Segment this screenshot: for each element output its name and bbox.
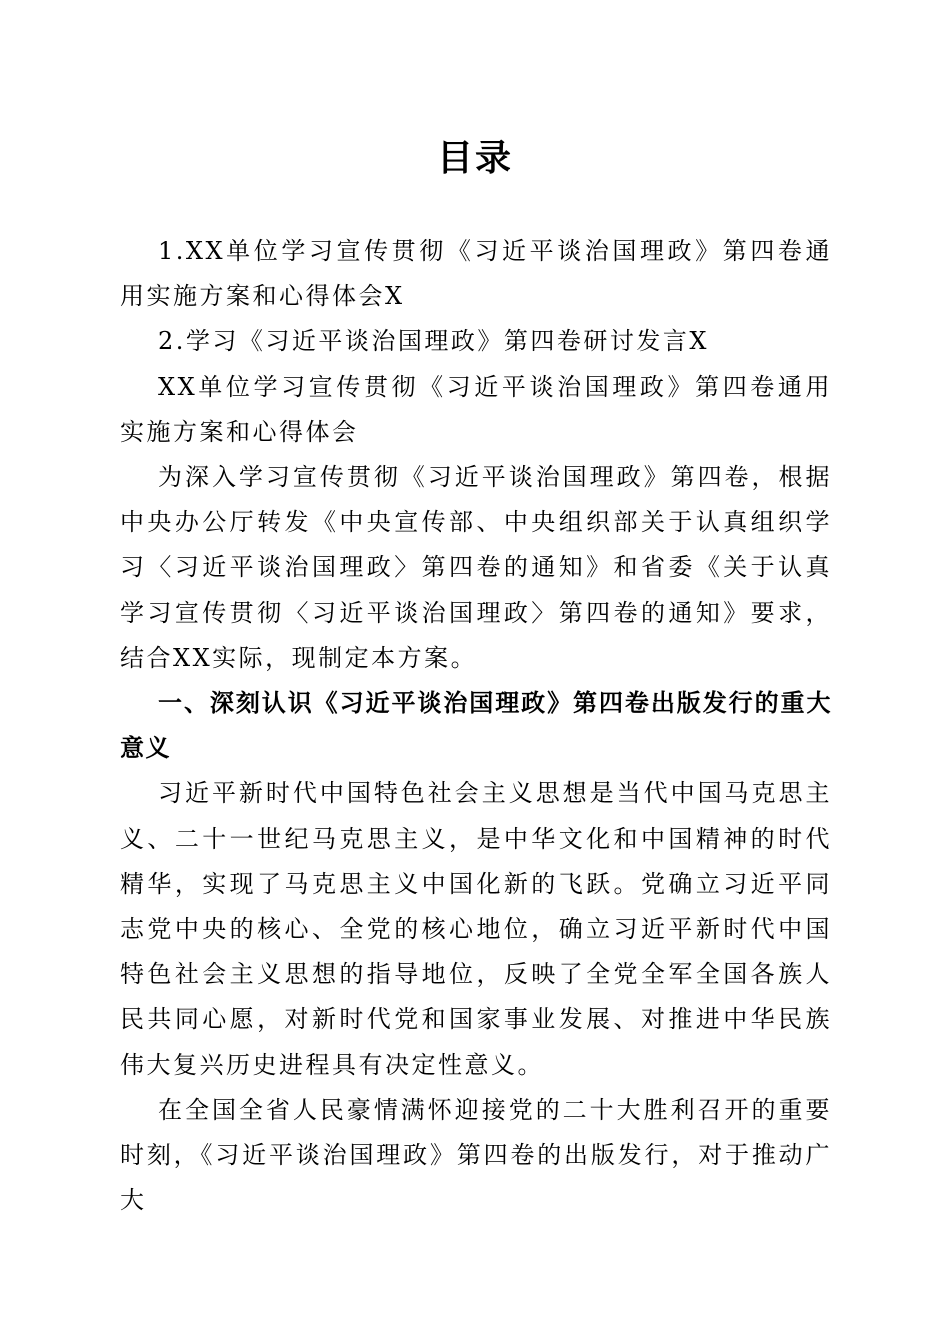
toc-item-1[interactable]: 1.XX单位学习宣传贯彻《习近平谈治国理政》第四卷通用实施方案和心得体会X (120, 237, 832, 311)
document-title-line: XX单位学习宣传贯彻《习近平谈治国理政》第四卷通用实施方案和心得体会 (120, 372, 832, 446)
section-heading-1: 一、深刻认识《习近平谈治国理政》第四卷出版发行的重大意义 (120, 689, 832, 763)
toc-item-2[interactable]: 2.学习《习近平谈治国理政》第四卷研讨发言X (158, 327, 709, 356)
section1-paragraph-2: 在全国全省人民豪情满怀迎接党的二十大胜利召开的重要时刻，《习近平谈治国理政》第四卷的出版发行，对于推动广大 (120, 1095, 832, 1215)
intro-paragraph: 为深入学习宣传贯彻《习近平谈治国理政》第四卷，根据中央办公厅转发《中央宣传部、中央组织部关于认真组织学习〈习近平谈治国理政〉第四卷的通知》和省委《关于认真学习宣传贯彻〈习近平谈治国理政〉第四卷的通知》要求，结合XX实际，现制定本方案。 (120, 463, 832, 672)
document-body (120, 229, 832, 1223)
page-title: 目录 (436, 138, 513, 179)
section1-paragraph-1: 习近平新时代中国特色社会主义思想是当代中国马克思主义、二十一世纪马克思主义，是中华文化和中国精神的时代精华，实现了马克思主义中国化新的飞跃。党确立习近平同志党中央的核心、全党的核心地位，确立习近平新时代中国特色社会主义思想的指导地位，反映了全党全军全国各族人民共同心愿，对新时代党和国家事业发展、对推进中华民族伟大复兴历史进程具有决定性意义。 (120, 779, 832, 1079)
